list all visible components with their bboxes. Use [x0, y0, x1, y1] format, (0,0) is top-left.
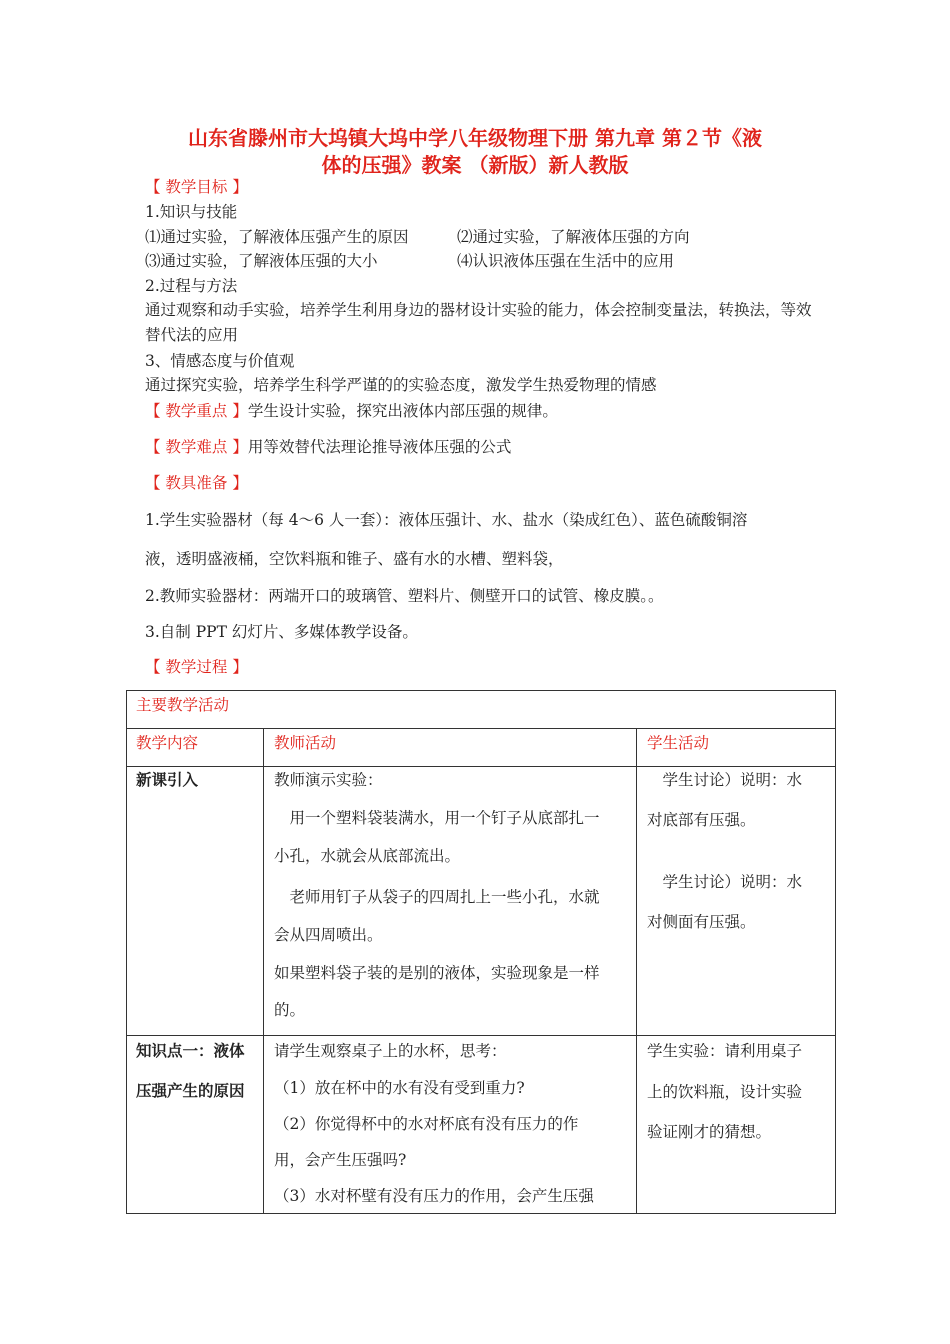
- table-border-left: [126, 690, 127, 1214]
- row-2-teacher-line-2: （1）放在杯中的水有没有受到重力?: [274, 1079, 525, 1097]
- knowledge-heading: 1.知识与技能: [145, 203, 238, 221]
- row-1-student: [647, 770, 831, 932]
- row-1-content: 新课引入: [136, 770, 199, 789]
- title-line-2: 体的压强》教案 （新版）新人教版: [321, 153, 629, 177]
- row-2-teacher-line-3: （2）你觉得杯中的水对杯底有没有压力的作: [274, 1115, 579, 1133]
- emotion-heading: 3、情感态度与价值观: [145, 352, 295, 370]
- row-2-student-line-2: 上的饮料瓶，设计实验: [647, 1083, 803, 1101]
- key-point-text: 学生设计实验，探究出液体内部压强的规律。: [247, 402, 558, 420]
- row-2-student-line-3: 验证刚才的猜想。: [647, 1123, 772, 1141]
- row-2-content: [136, 1041, 245, 1101]
- table-divider-2: [636, 728, 637, 1214]
- table-border-right: [835, 690, 836, 1214]
- table-caption: 主要教学活动: [136, 696, 230, 714]
- document-title: [140, 125, 810, 179]
- table-border-top: [126, 690, 836, 691]
- knowledge-item-3: ⑶通过实验，了解液体压强的大小: [145, 252, 378, 270]
- table-rule-row-1: [126, 1035, 836, 1036]
- tools-item-3: 3.自制 PPT 幻灯片、多媒体教学设备。: [145, 623, 418, 641]
- table-rule-header: [126, 766, 836, 767]
- table-border-bottom: [126, 1213, 836, 1214]
- table-rule-caption: [126, 728, 836, 729]
- row-2-student-line-1: 学生实验：请利用桌子: [647, 1042, 803, 1060]
- key-point-label: 【 教学重点 】: [145, 402, 248, 420]
- row-1-teacher: [274, 770, 630, 1020]
- knowledge-item-2: ⑵通过实验，了解液体压强的方向: [457, 228, 690, 246]
- row-2-content-line-1: 知识点一：液体: [136, 1041, 245, 1060]
- header-teacher: 教师活动: [274, 734, 337, 752]
- tools-item-2: 2.教师实验器材：两端开口的玻璃管、塑料片、侧壁开口的试管、橡皮膜。。: [145, 587, 664, 605]
- process-text: 通过观察和动手实验，培养学生利用身边的器材设计实验的能力，体会控制变量法，转换法，等效替代法的应用: [145, 301, 812, 344]
- knowledge-item-4: ⑷认识液体压强在生活中的应用: [457, 252, 675, 270]
- tools-item-1-line-1: 1.学生实验器材（每 4～6 人一套）：液体压强计、水、盐水（染成红色）、蓝色硫酸铜溶: [145, 511, 748, 529]
- header-student: 学生活动: [647, 734, 710, 752]
- row-2-teacher-line-4: 用，会产生压强吗?: [274, 1151, 407, 1169]
- row-1-teacher-line-4: 老师用钉子从袋子的四周扎上一些小孔，水就: [274, 888, 600, 906]
- title-line-1: 山东省滕州市大坞镇大坞中学八年级物理下册 第九章 第２节《液: [188, 126, 762, 150]
- process-heading: 2.过程与方法: [145, 277, 238, 295]
- row-2-teacher-line-1: 请学生观察桌子上的水杯，思考：: [274, 1042, 507, 1060]
- row-1-teacher-line-2: 用一个塑料袋装满水，用一个钉子从底部扎一: [274, 809, 600, 827]
- teaching-process-table: [126, 690, 836, 1214]
- objectives-header: 【 教学目标 】: [145, 178, 248, 196]
- difficulty-row: [145, 437, 511, 457]
- knowledge-item-1: ⑴通过实验，了解液体压强产生的原因: [145, 228, 409, 246]
- row-2-content-line-2: 压强产生的原因: [136, 1081, 245, 1100]
- emotion-text: 通过探究实验，培养学生科学严谨的的实验态度，激发学生热爱物理的情感: [145, 376, 657, 394]
- difficulty-label: 【 教学难点 】: [145, 438, 248, 456]
- row-1-teacher-line-3: 小孔，水就会从底部流出。: [274, 847, 461, 865]
- process-header: 【 教学过程 】: [145, 658, 248, 676]
- row-2-teacher: [274, 1041, 630, 1206]
- row-1-teacher-line-6: 如果塑料袋子装的是别的液体，实验现象是一样: [274, 964, 600, 982]
- header-content: 教学内容: [136, 734, 199, 752]
- row-1-student-line-1: 学生讨论）说明：水: [647, 771, 803, 789]
- tools-item-1-line-2: 液，透明盛液桶，空饮料瓶和锥子、盛有水的水槽、塑料袋，: [145, 550, 564, 568]
- row-2-student: [647, 1041, 831, 1142]
- row-1-student-line-3: 学生讨论）说明：水: [647, 873, 803, 891]
- row-1-teacher-line-5: 会从四周喷出。: [274, 926, 383, 944]
- row-1-teacher-line-1: 教师演示实验：: [274, 771, 383, 789]
- row-1-student-line-2: 对底部有压强。: [647, 811, 756, 829]
- key-point-row: [145, 401, 558, 421]
- table-divider-1: [263, 728, 264, 1214]
- tools-header: 【 教具准备 】: [145, 474, 248, 492]
- row-1-teacher-line-7: 的。: [274, 1001, 306, 1019]
- difficulty-text: 用等效替代法理论推导液体压强的公式: [247, 438, 512, 456]
- row-1-student-line-4: 对侧面有压强。: [647, 913, 756, 931]
- row-2-teacher-line-5: （3）水对杯壁有没有压力的作用，会产生压强: [274, 1187, 594, 1205]
